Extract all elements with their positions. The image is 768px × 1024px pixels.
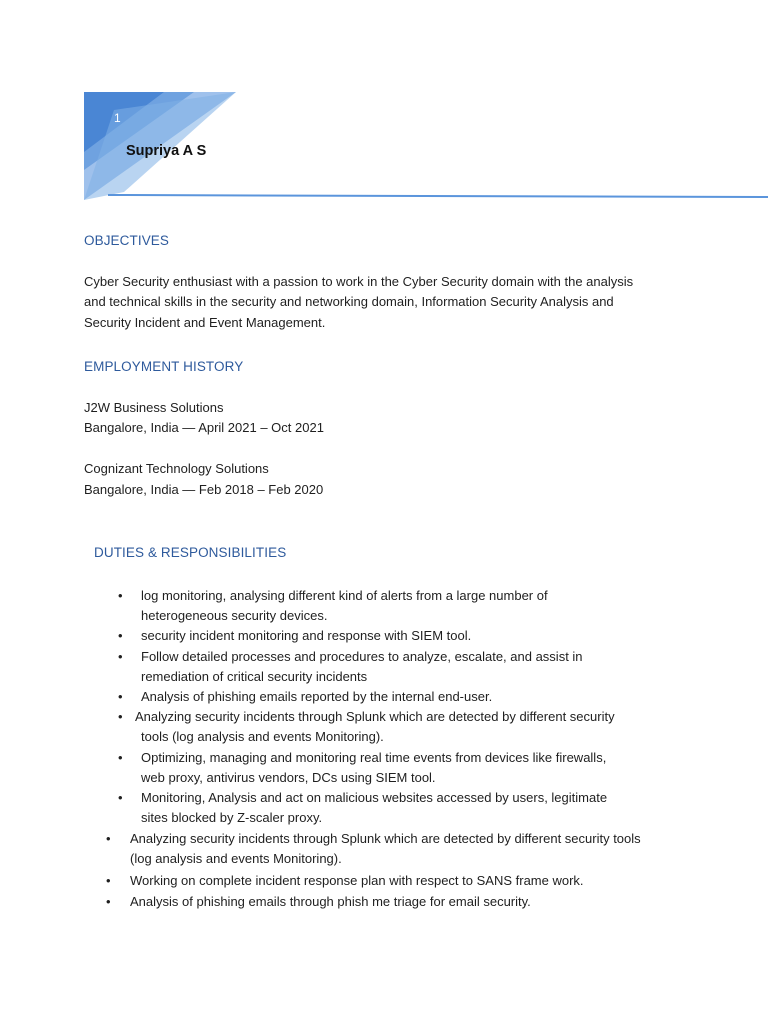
objectives-line: Security Incident and Event Management. — [84, 315, 326, 330]
page-number: 1 — [114, 111, 121, 125]
candidate-name: Supriya A S — [126, 143, 207, 159]
objectives-line: and technical skills in the security and networking domain, Information Security Analysis and — [84, 294, 614, 309]
duty-line: Monitoring, Analysis and act on malicious websites accessed by users, legitimate — [141, 790, 608, 805]
duty-line: security incident monitoring and response with SIEM tool. — [141, 628, 472, 643]
duty-line: Analyzing security incidents through Splunk which are detected by different security — [135, 709, 615, 724]
duty-line: Analysis of phishing emails through phish me triage for email security. — [130, 894, 531, 909]
job-details: Bangalore, India — April 2021 – Oct 2021 — [84, 420, 324, 435]
bullet-icon: • — [106, 894, 111, 909]
duty-line: log monitoring, analysing different kind of alerts from a large number of — [141, 588, 548, 603]
duty-line: Analyzing security incidents through Splunk which are detected by different security tools — [130, 831, 641, 846]
duty-line: (log analysis and events Monitoring). — [130, 851, 342, 866]
bullet-icon: • — [106, 873, 111, 888]
duty-line: Follow detailed processes and procedures to analyze, escalate, and assist in — [141, 649, 583, 664]
duty-line: tools (log analysis and events Monitoring). — [141, 729, 384, 744]
employment-heading: EMPLOYMENT HISTORY — [84, 359, 244, 374]
job-details: Bangalore, India — Feb 2018 – Feb 2020 — [84, 482, 324, 497]
bullet-icon: • — [118, 649, 123, 664]
bullet-icon: • — [118, 628, 123, 643]
bullet-icon: • — [118, 588, 123, 603]
duty-line: Optimizing, managing and monitoring real time events from devices like firewalls, — [141, 750, 607, 765]
objectives-heading: OBJECTIVES — [84, 233, 170, 248]
job-company: J2W Business Solutions — [84, 400, 224, 415]
bullet-icon: • — [118, 750, 123, 765]
bullet-icon: • — [118, 689, 123, 704]
job-company: Cognizant Technology Solutions — [84, 461, 269, 476]
header-rule — [108, 195, 768, 197]
bullet-icon: • — [106, 831, 111, 846]
duty-line: sites blocked by Z-scaler proxy. — [141, 810, 323, 825]
duty-line: Analysis of phishing emails reported by the internal end-user. — [141, 689, 493, 704]
objectives-line: Cyber Security enthusiast with a passion to work in the Cyber Security domain with the analysis — [84, 274, 634, 289]
duty-line: heterogeneous security devices. — [141, 608, 328, 623]
bullet-icon: • — [118, 790, 123, 805]
duty-line: web proxy, antivirus vendors, DCs using SIEM tool. — [141, 770, 436, 785]
duty-line: remediation of critical security incidents — [141, 669, 368, 684]
bullet-icon: • — [118, 709, 123, 724]
duty-line: Working on complete incident response plan with respect to SANS frame work. — [130, 873, 584, 888]
duties-heading: DUTIES & RESPONSIBILITIES — [94, 545, 287, 560]
